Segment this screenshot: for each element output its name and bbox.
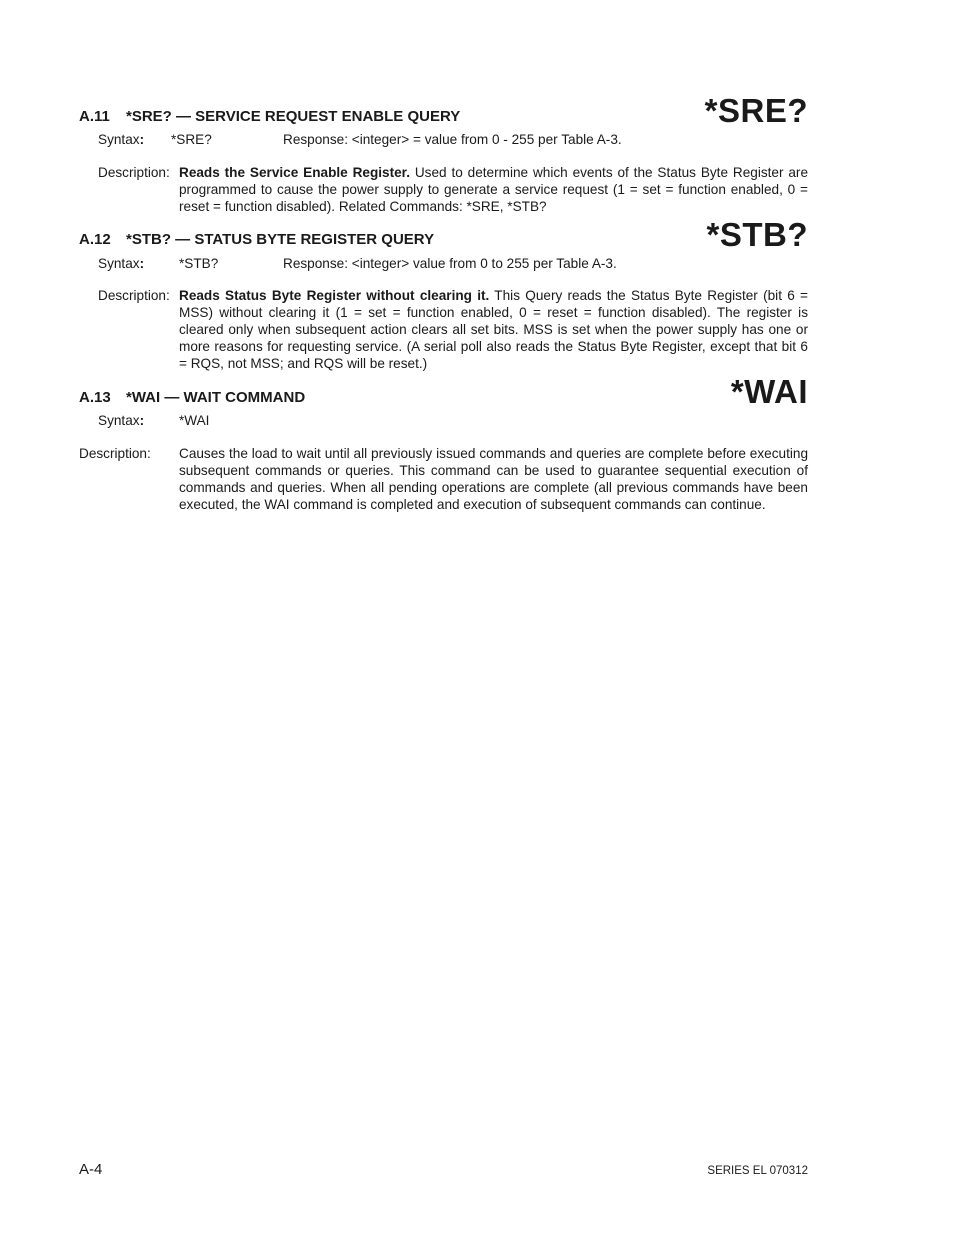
page-number: A-4 <box>79 1161 103 1178</box>
description-label: Description: <box>98 288 170 303</box>
section-a11-heading <box>79 108 460 125</box>
syntax-value: *SRE? <box>171 132 212 147</box>
section-number: A.11 <box>79 108 110 125</box>
description-label: Description: <box>98 165 170 180</box>
section-number: A.13 <box>79 389 111 406</box>
description-emphasis: Reads Status Byte Register without clearing it. <box>179 288 490 303</box>
description-paragraph: Reads Status Byte Register without clearing it. This Query reads the Status Byte Register (bit 6 = MSS) without clearing it (1 = set = function enabled, 0 = reset = function disabled). The register is cleared only when subsequent action clears all set bits. MSS is set when the power supply has one or more reasons for requesting service. (A serial poll also reads the Status Byte Register, except that bit 6 = RQS, not MSS; and RQS will be reset.) <box>179 288 808 371</box>
syntax-label: Syntax: <box>98 413 145 428</box>
section-a12-heading <box>79 231 434 248</box>
syntax-value: *STB? <box>179 256 219 271</box>
syntax-label: Syntax: <box>98 132 145 147</box>
description-paragraph: Reads the Service Enable Register. Used to determine which events of the Status Byte Register are programmed to cause the power supply to generate a service request (1 = set = function enabled, 0 = reset = function disabled). Related Commands: *SRE, *STB? <box>179 165 809 214</box>
section-title: *WAI — WAIT COMMAND <box>126 389 306 406</box>
command-banner-stb: *STB? <box>706 216 808 253</box>
response-text: Response: <integer> = value from 0 - 255 per Table A-3. <box>283 132 622 147</box>
description-emphasis: Reads the Service Enable Register. <box>179 165 410 180</box>
description-paragraph: Causes the load to wait until all previously issued commands and queries are complete before executing subsequent commands or queries. This command can be used to guarantee sequential execution of commands and queries. When all pending operations are complete (all previous commands have been executed, the WAI command is completed and execution of subsequent commands can continue. <box>179 446 808 512</box>
syntax-label: Syntax: <box>98 256 145 271</box>
footer-series: SERIES EL 070312 <box>707 1165 808 1177</box>
section-number: A.12 <box>79 231 111 248</box>
description-label: Description: <box>79 446 151 461</box>
section-title: *STB? — STATUS BYTE REGISTER QUERY <box>126 231 435 248</box>
section-a13-heading <box>79 389 305 406</box>
command-banner-sre: *SRE? <box>704 92 808 129</box>
response-text: Response: <integer> value from 0 to 255 per Table A-3. <box>283 256 617 271</box>
section-title: *SRE? — SERVICE REQUEST ENABLE QUERY <box>126 108 461 125</box>
command-banner-wai: *WAI <box>730 373 808 410</box>
syntax-value: *WAI <box>179 413 210 428</box>
